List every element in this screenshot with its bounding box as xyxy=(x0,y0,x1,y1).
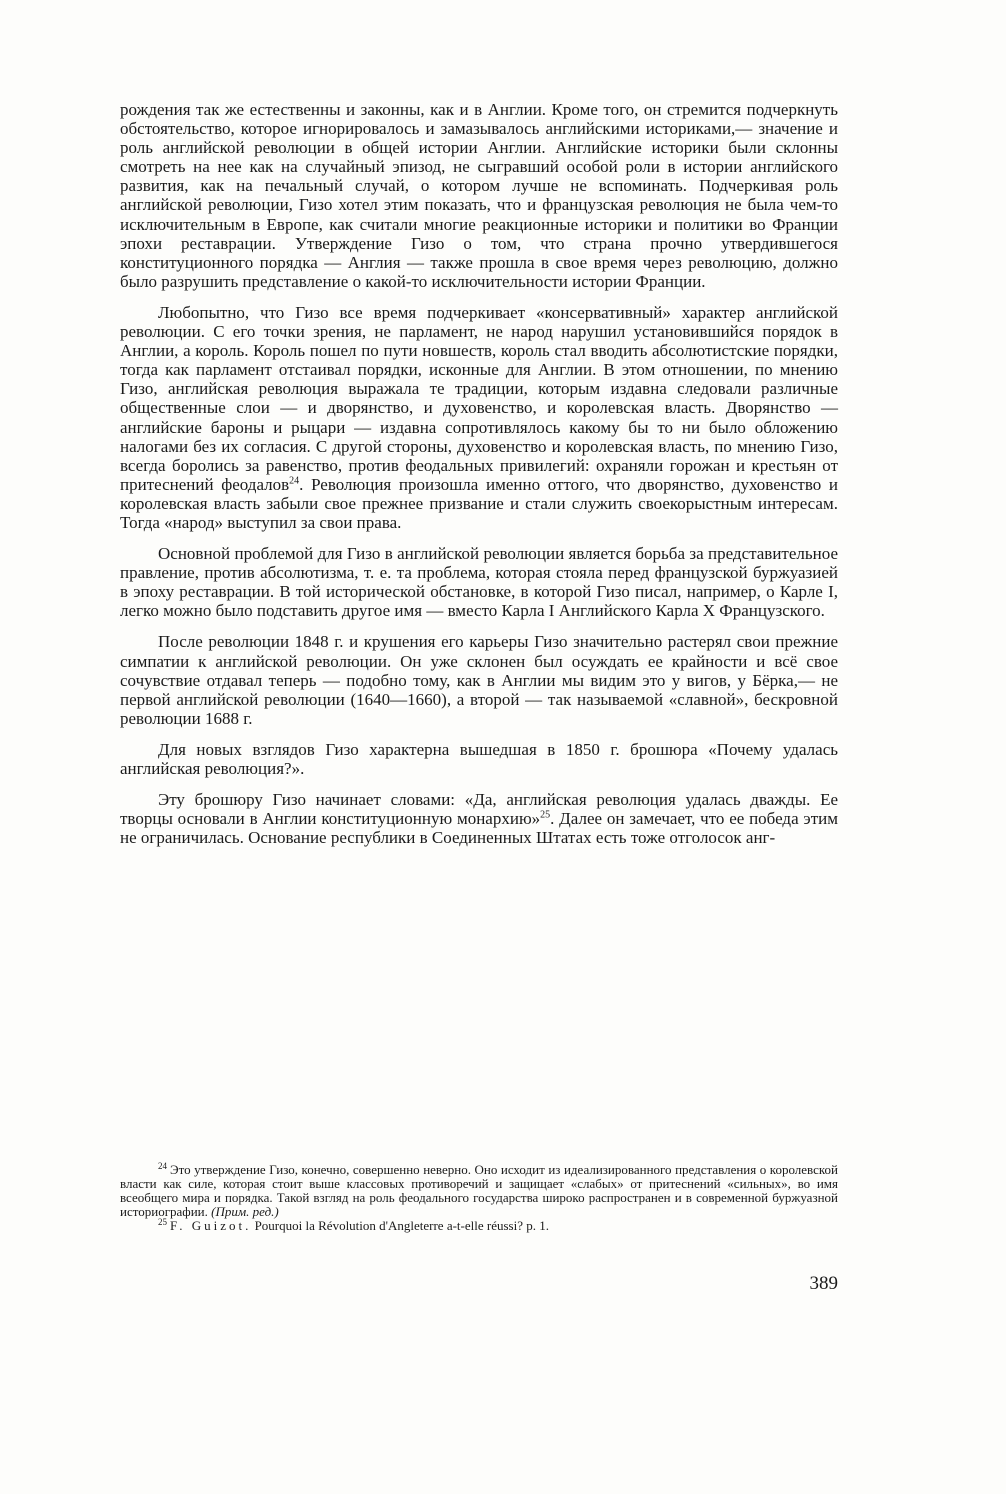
footnote-text: Pourquoi la Révolution d'Angleterre a-t-elle réussi? p. 1. xyxy=(254,1218,549,1233)
footnote-ref-24: 24 xyxy=(289,475,300,487)
footnotes xyxy=(120,1160,838,1233)
editor-note: (Прим. ред.) xyxy=(211,1204,279,1219)
paragraph xyxy=(120,790,838,847)
paragraph-continued xyxy=(120,100,838,291)
paragraph-text: . Далее он замечает, что ее победа этим не ограничилась. Основание республики в Соединенных Штатах есть тоже отголосок анг- xyxy=(120,809,838,848)
paragraph-text: После революции 1848 г. и крушения его карьеры Гизо значительно растерял свои прежние симпатии к английской революции. Он уже склонен был осуждать ее крайности и всё свое сочувствие отдавал теперь — подобно тому, как в Англии мы видим это у вигов, у Бёрка,— не первой английской революции (1640—1660), а второй — так называемой «славной», бескровной революции 1688 г. xyxy=(120,632,838,728)
paragraph-text: Эту брошюру Гизо начинает словами: «Да, английская революция удалась дважды. Ее творцы основали в Англии конституционную монархию» xyxy=(120,790,838,829)
footnote-ref-25: 25 xyxy=(540,809,551,821)
paragraph-text: Для новых взглядов Гизо характерна вышедшая в 1850 г. брошюра «Почему удалась английская революция?». xyxy=(120,739,838,778)
paragraph xyxy=(120,544,838,620)
paragraph xyxy=(120,740,838,778)
paragraph-text: рождения так же естественны и законны, как и в Англии. Кроме того, он стремится подчеркнуть обстоятельство, которое игнорировалось и замазывалось английскими историками,— значение и роль английской революции в общей истории Англии. Английские историки были склонны смотреть на нее как на случайный эпизод, не сыгравший особой роли в истории английского развития, как на печальный случай, о котором лучше не вспоминать. Подчеркивая роль английской революции, Гизо хотел этим показать, что и французская революция не была чем-то исключительным в Европе, как считали многие реакционные историки и политики во Франции эпохи реставрации. Утверждение Гизо о том, что страна прочно утвердившегося конституционного порядка — Англия — также прошла в свое время через революцию, должно было разрушить представление о какой-то исключительности истории Франции. xyxy=(120,100,838,291)
footnote-marker: 24 xyxy=(158,1160,167,1171)
footnote-24 xyxy=(120,1160,838,1219)
paragraph-text: Любопытно, что Гизо все время подчеркивает «консервативный» характер английской революции. С его точки зрения, не парламент, не народ нарушил установившийся порядок в Англии, а король. Король пошел по пути новшеств, король стал вводить абсолютистские порядки, тогда как парламент отстаивал порядки, исконные для Англии. В этом отношении, по мнению Гизо, английская революция выражала те традиции, которым издавна следовали различные общественные слои — и дворянство, и духовенство, и королевская власть. Дворянство — английские бароны и рыцари — издавна сопротивлялось какому бы то ни было обложению налогами без их согласия. С другой стороны, духовенство и королевская власть, по мнению Гизо, всегда боролись за равенство, против феодальных привилегий: охраняли горожан и крестьян от притеснений феодалов xyxy=(120,302,838,494)
paragraph-text: Основной проблемой для Гизо в английской революции является борьба за представительное правление, против абсолютизма, т. е. та проблема, которая стояла перед французской буржуазией в эпоху реставрации. В той исторической обстановке, в которой Гизо писал, например, о Карле I, легко можно было подставить другое имя — вместо Карла I Английского Карла X Французского. xyxy=(120,544,838,621)
paragraph xyxy=(120,303,838,532)
footnote-author: F. Guizot. xyxy=(170,1218,252,1233)
paragraph-text: . Революция произошла именно оттого, что дворянство, духовенство и королевская власть забыли свое прежнее призвание и стали служить своекорыстным интересам. Тогда «народ» выступил за свои права. xyxy=(120,474,839,532)
footnote-marker: 25 xyxy=(158,1216,167,1227)
footnote-text: Это утверждение Гизо, конечно, совершенно неверно. Оно исходит из идеализированного представления о королевской власти как силе, которая стоит выше классовых противоречий и защищает «слабых» от притеснений «сильных», во имя всеобщего мира и порядка. Такой взгляд на роль феодального государства широко распространен и в современной буржуазной историографии. xyxy=(120,1162,838,1219)
main-text xyxy=(120,100,838,847)
paragraph xyxy=(120,632,838,727)
page-number: 389 xyxy=(809,1273,838,1294)
footnote-25 xyxy=(120,1216,838,1233)
